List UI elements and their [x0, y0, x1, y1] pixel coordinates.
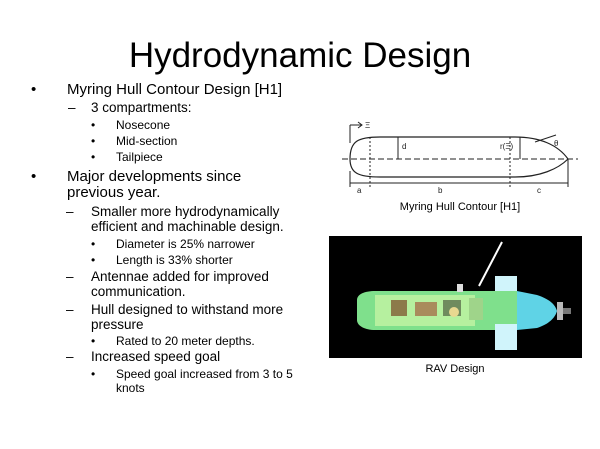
hull-caption: Myring Hull Contour [H1] [399, 201, 521, 213]
dash-marker: – [66, 302, 74, 317]
bullet-marker: • [91, 134, 96, 148]
dash-marker: – [66, 204, 74, 219]
bullet-marker: • [31, 81, 37, 98]
myring-hull-diagram [320, 115, 590, 195]
bullet-smaller-design-line1: Smaller more hydrodynamically [91, 204, 280, 219]
bullet-hull-pressure-line1: Hull designed to withstand more [91, 302, 284, 317]
tail-angle-line [535, 135, 556, 142]
bullet-tailpiece: Tailpiece [116, 150, 163, 164]
bullet-marker: • [91, 253, 96, 267]
internal-component [391, 300, 407, 316]
hull-label-d: d [402, 142, 407, 151]
dash-marker: – [66, 349, 74, 364]
hull-label-xi: Ξ [365, 121, 371, 130]
rav-caption: RAV Design [425, 363, 485, 375]
dash-marker: – [68, 100, 76, 115]
bullet-marker: • [91, 367, 96, 381]
bullet-nosecone: Nosecone [116, 118, 171, 132]
bullet-marker: • [91, 150, 96, 164]
mast [457, 284, 463, 292]
bullet-major-developments-line1: Major developments since [67, 168, 242, 185]
lower-fin [495, 324, 517, 350]
bullet-antennae-line2: communication. [91, 284, 186, 299]
bullet-hull-pressure-line2: pressure [91, 317, 144, 332]
bullet-speed-increase-line1: Speed goal increased from 3 to 5 [116, 367, 293, 381]
bullet-mid-section: Mid-section [116, 134, 178, 148]
page-title: Hydrodynamic Design [128, 36, 472, 75]
bullet-speed-increase-line2: knots [116, 381, 145, 395]
dash-marker: – [66, 269, 74, 284]
internal-component [415, 302, 437, 316]
bullet-rated-depths: Rated to 20 meter depths. [116, 334, 255, 348]
bullet-myring-hull: Myring Hull Contour Design [H1] [67, 81, 283, 98]
internal-component [469, 298, 483, 320]
hull-label-a: a [357, 186, 362, 195]
hull-label-b: b [438, 186, 443, 195]
bullet-speed-goal: Increased speed goal [91, 349, 221, 364]
bullet-length: Length is 33% shorter [116, 253, 233, 267]
propeller [557, 302, 563, 320]
internal-component [449, 307, 459, 317]
bullet-smaller-design-line2: efficient and machinable design. [91, 219, 284, 234]
bullet-three-compartments: 3 compartments: [91, 100, 192, 115]
propeller-hub [563, 308, 571, 314]
hull-label-c: c [537, 186, 541, 195]
bullet-marker: • [31, 168, 37, 185]
hull-label-r: r(Ξ) [500, 142, 514, 151]
hull-outline [350, 137, 568, 177]
rav-design-image [329, 236, 582, 358]
bullet-major-developments-line2: previous year. [67, 184, 161, 201]
bullet-marker: • [91, 237, 96, 251]
bullet-antennae-line1: Antennae added for improved [91, 269, 269, 284]
bullet-marker: • [91, 334, 96, 348]
bullet-diameter: Diameter is 25% narrower [116, 237, 255, 251]
bullet-marker: • [91, 118, 96, 132]
hull-label-theta: θ [554, 139, 559, 148]
